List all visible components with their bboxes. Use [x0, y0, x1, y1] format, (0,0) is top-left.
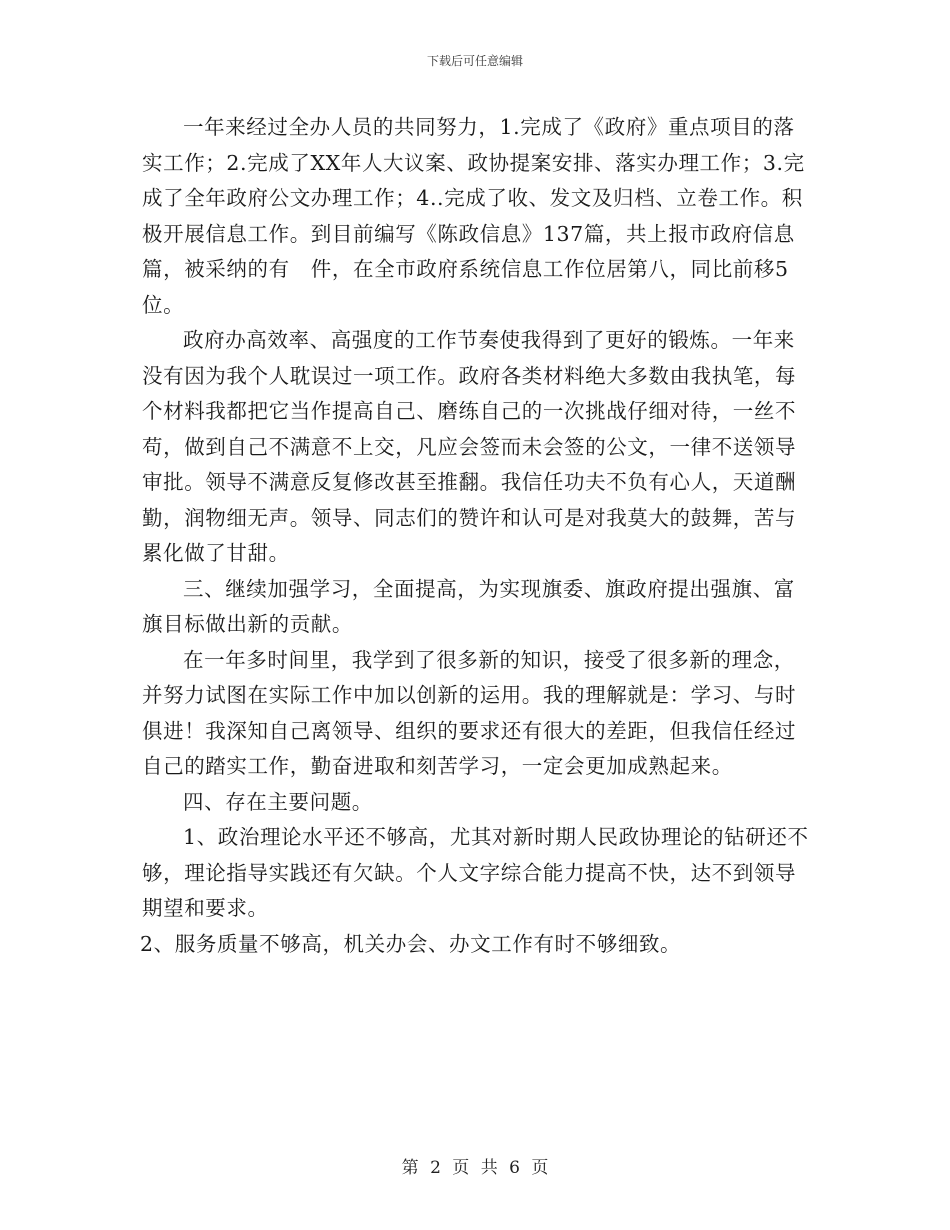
document-body	[140, 110, 816, 962]
paragraph-efficiency: 政府办高效率、高强度的工作节奏使我得到了更好的锻炼。一年来没有因为我个人耽误过一项工作。政府各类材料绝大多数由我执笔，每个材料我都把它当作提高自己、磨练自己的一次挑战仔细对待，一丝不苟，做到自己不满意不上交，凡应会签而未会签的公文，一律不送领导审批。领导不满意反复修改甚至推翻。我信任功夫不负有心人，天道酬勤，润物细无声。领导、同志们的赞许和认可是对我莫大的鼓舞，苦与累化做了甘甜。	[142, 328, 797, 565]
page-footer: 第 2 页 共 6 页	[401, 1158, 549, 1178]
paragraph-problem-one: 1、政治理论水平还不够高，尤其对新时期人民政协理论的钻研还不够，理论指导实践还有欠缺。个人文字综合能力提高不快，达不到领导期望和要求。	[142, 825, 809, 920]
paragraph-learning: 在一年多时间里，我学到了很多新的知识，接受了很多新的理念，并努力试图在实际工作中加以创新的运用。我的理解就是：学习、与时俱进！我深知自己离领导、组织的要求还有很大的差距，但我信任经过自己的踏实工作，勤奋进取和刻苦学习，一定会更加成熟起来。	[142, 647, 797, 778]
page-header: 下载后可任意编辑	[426, 54, 523, 68]
paragraph-section-four-heading: 四、存在主要问题。	[183, 789, 373, 814]
paragraph-problem-two: 2、服务质量不够高，机关办会、办文工作有时不够细致。	[140, 931, 682, 956]
paragraph-work-summary: 一年来经过全办人员的共同努力，1.完成了《政府》重点项目的落实工作；2.完成了XX年人大议案、政协提案安排、落实办理工作；3.完成了全年政府公文办理工作；4..完成了收、发文及归档、立卷工作。积极开展信息工作。到目前编写《陈政信息》137篇，共上报市政府信息 篇，被采纳的有 件，在全市政府系统信息工作位居第八，同比前移5位。	[142, 115, 816, 317]
paragraph-section-three-heading: 三、继续加强学习，全面提高，为实现旗委、旗政府提出强旗、富旗目标做出新的贡献。	[142, 576, 795, 636]
